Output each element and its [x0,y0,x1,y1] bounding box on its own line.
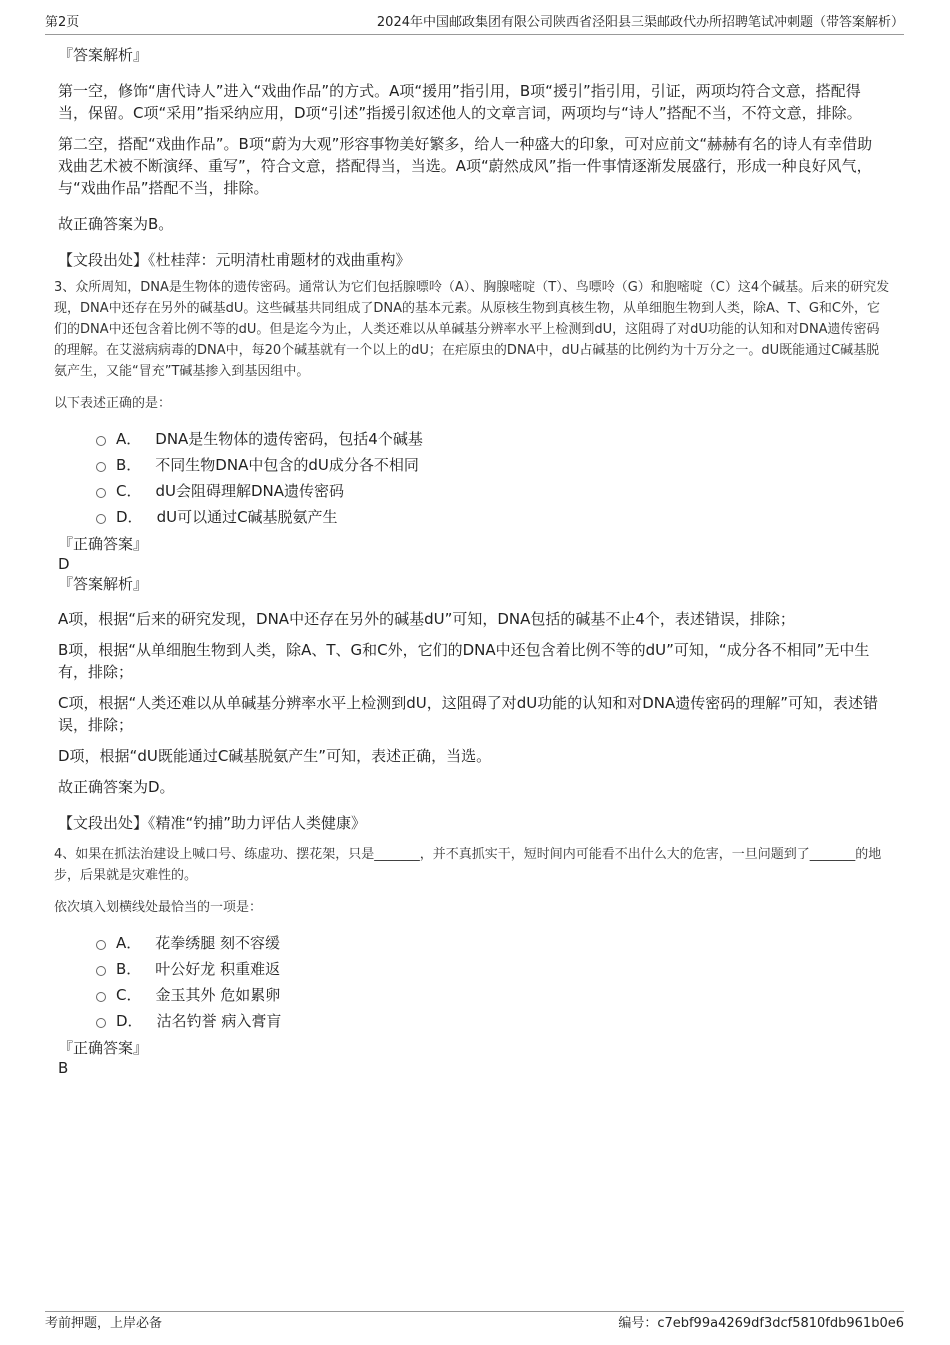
option-list [58,426,880,530]
option-letter: D． [116,1012,143,1030]
analysis-paragraph: 第一空，修饰“唐代诗人”进入“戏曲作品”的方式。A项“援用”指引用，B项“援引”指引用，引证，两项均符合文意，搭配得当，保留。C项“采用”指采纳应用，D项“引述”指援引叙述他人的文章言词，两项均与“诗人”搭配不当，不符文意，排除。 [58,82,862,122]
option-c[interactable] [96,982,880,1008]
document-title: 2024年中国邮政集团有限公司陕西省泾阳县三渠邮政代办所招聘笔试冲刺题（带答案解析） [376,15,904,30]
analysis-paragraph: D项，根据“dU既能通过C碱基脱氨产生”可知，表述正确，当选。 [58,747,492,765]
analysis-label: 『答案解析』 [58,46,149,64]
option-text: 金玉其外 危如累卵 [155,986,281,1004]
page-footer [45,1311,904,1336]
option-letter: B． [116,456,142,474]
text-source: 【文段出处】《杜桂萍：元明清杜甫题材的戏曲重构》 [58,251,411,269]
option-letter: B． [116,960,142,978]
option-c[interactable] [96,478,880,504]
page-header [45,14,904,35]
analysis-paragraph: 第二空，搭配“戏曲作品”。B项“蔚为大观”形容事物美好繁多，给人一种盛大的印象，可对应前文“赫赫有名的诗人有幸借助戏曲艺术被不断演绎、重写”，符合文意，搭配得当，当选。A项“蔚然成风”指一件事情逐渐发展盛行，形成一种良好风气，与“戏曲作品”搭配不当，排除。 [58,135,873,197]
option-b[interactable] [96,956,880,982]
analysis-paragraph: A项，根据“后来的研究发现，DNA中还存在另外的碱基dU”可知，DNA包括的碱基不止4个，表述错误，排除； [58,610,795,628]
option-d[interactable] [96,504,880,530]
analysis-label: 『答案解析』 [58,575,149,593]
footer-slogan: 考前押题，上岸必备 [45,1316,163,1331]
option-text: 花拳绣腿 刻不容缓 [155,934,281,952]
radio-icon[interactable] [96,992,106,1002]
question-prompt: 依次填入划横线处最恰当的一项是： [54,900,263,915]
question-text: 3、众所周知，DNA是生物体的遗传密码。通常认为它们包括腺嘌呤（A）、胸腺嘧啶（T）、鸟嘌呤（G）和胞嘧啶（C）这4个碱基。后来的研究发现，DNA中还存在另外的碱基dU。这些碱基共同组成了DNA的基本元素。从原核生物到真核生物，从单细胞生物到人类，除A、T、G和C外，它们的DNA中还包含着比例不等的dU。但是迄今为止，人类还难以从单碱基分辨率水平上检测到dU，这阻碍了对dU功能的认知和对DNA遗传密码的理解。在艾滋病病毒的DNA中，每20个碱基就有一个以上的dU；在疟原虫的DNA中，dU占碱基的比例约为十万分之一。dU既能通过C碱基脱氨产生，又能“冒充”T碱基掺入到基因组中。 [54,280,890,379]
option-a[interactable] [96,426,880,452]
correct-answer: D [58,555,70,573]
option-a[interactable] [96,930,880,956]
option-text: dU可以通过C碱基脱氨产生 [156,508,338,526]
analysis-conclusion: 故正确答案为D。 [58,778,175,796]
option-text: 不同生物DNA中包含的dU成分各不相同 [155,456,419,474]
page-number: 第2页 [45,15,80,30]
radio-icon[interactable] [96,462,106,472]
question-text: 4、如果在抓法治建设上喊口号、练虚功、摆花架，只是_______，并不真抓实干，短时间内可能看不出什么大的危害，一旦问题到了_______的地步，后果就是灾难性的。 [54,847,882,883]
question-4 [54,844,882,1078]
question-prompt: 以下表述正确的是： [54,396,172,411]
option-text: dU会阻碍理解DNA遗传密码 [155,482,345,500]
option-letter: C． [116,986,142,1004]
option-d[interactable] [96,1008,880,1034]
radio-icon[interactable] [96,488,106,498]
radio-icon[interactable] [96,966,106,976]
analysis-conclusion: 故正确答案为B。 [58,215,174,233]
correct-answer: B [58,1059,69,1077]
option-letter: A． [116,934,142,952]
option-text: 叶公好龙 积重难返 [155,960,281,978]
radio-icon[interactable] [96,436,106,446]
radio-icon[interactable] [96,514,106,524]
document-body [54,40,890,1078]
correct-answer-label: 『正确答案』 [58,1039,149,1057]
option-list [58,930,880,1034]
analysis-paragraph: B项，根据“从单细胞生物到人类，除A、T、G和C外，它们的DNA中还包含着比例不等的dU”可知，“成分各不相同”无中生有，排除； [58,641,870,681]
analysis-paragraph: C项，根据“人类还难以从单碱基分辨率水平上检测到dU，这阻碍了对dU功能的认知和对DNA遗传密码的理解”可知，表述错误，排除； [58,694,879,734]
radio-icon[interactable] [96,940,106,950]
correct-answer-label: 『正确答案』 [58,535,149,553]
radio-icon[interactable] [96,1018,106,1028]
option-letter: D． [116,508,143,526]
text-source: 【文段出处】《精准“钓捕”助力评估人类健康》 [58,814,367,832]
question-2-tail [58,44,880,271]
option-letter: C． [116,482,142,500]
option-text: 沽名钓誉 病入膏肓 [156,1012,282,1030]
document-id: 编号：c7ebf99a4269df3dcf5810fdb961b0e6 [618,1316,904,1331]
option-letter: A． [116,430,142,448]
question-3 [54,277,890,834]
option-text: DNA是生物体的遗传密码，包括4个碱基 [155,430,423,448]
option-b[interactable] [96,452,880,478]
